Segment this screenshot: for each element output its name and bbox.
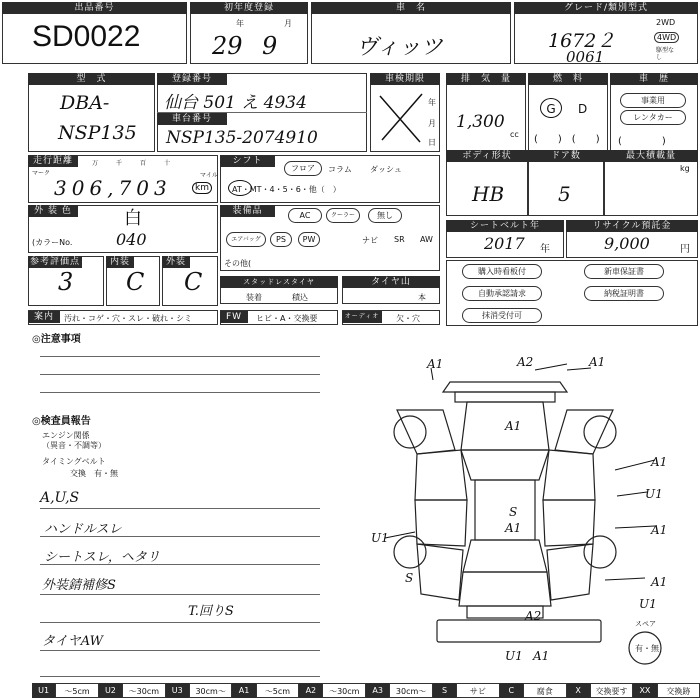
capacity-label: 最大積載量 (604, 150, 698, 162)
mark-hood: A1 (505, 419, 522, 433)
mileage-value: 306,703 (54, 176, 172, 200)
studless-loaded: 積込 (292, 293, 308, 302)
mark-front-center: A2 (517, 355, 534, 369)
lot-number-label: 出品番号 (2, 2, 187, 14)
mark-rear-u1: U1 (505, 649, 523, 663)
legend-val-a1: ～5cm (256, 683, 300, 698)
score-value: 3 (58, 268, 74, 296)
legend-key-xx: XX (633, 683, 656, 698)
equipment-label: 装備品 (220, 205, 275, 217)
legend-key-s: S (433, 683, 456, 698)
shift-options: AT・MT・4・5・6・他（ ） (232, 185, 341, 194)
model-type-value: DBA- (60, 92, 110, 114)
legend-key-x: X (567, 683, 590, 698)
shift-at-circle (228, 180, 252, 196)
legend-val-s: サビ (456, 683, 500, 698)
mile-label: マイル (200, 172, 218, 179)
mark-left-rear-s: S (405, 571, 414, 585)
legend-val-a3: 30cm～ (389, 683, 433, 698)
legend-key-a3: A3 (366, 683, 389, 698)
chassis-value: NSP135-2074910 (166, 128, 318, 148)
guide-label: 案内 (28, 311, 60, 323)
engine-label: エンジン関係 (42, 431, 90, 440)
grade-value: 1672２ (548, 30, 616, 52)
inspection-year-unit: 年 (428, 98, 436, 107)
audio-items: 欠・穴 (396, 314, 420, 323)
mark-rear-bumper: A2 (525, 609, 542, 623)
shift-label: シフト (220, 155, 275, 167)
doors-label: ドア数 (528, 150, 604, 162)
legend-key-a1: A1 (232, 683, 255, 698)
guide-items: 汚れ・コゲ・穴・スレ・破れ・シミ (64, 314, 192, 323)
report-title: ◎検査員報告 (32, 416, 91, 427)
year-unit: 年 (236, 19, 244, 28)
tire-unit: 本 (418, 293, 426, 302)
audio-label: オーディオ (342, 311, 382, 323)
mark-right-fender: A1 (651, 455, 668, 469)
drive-4wd: 4WD (654, 32, 679, 43)
report-item-3: シートスレ，ヘタリ (44, 550, 160, 565)
notes-title: ◎注意事項 (32, 334, 81, 345)
mark-right-quarter: U1 (639, 597, 657, 611)
model-name-value: ヴィッツ (356, 35, 443, 60)
drive-none: 駆型なし (656, 47, 675, 61)
chassis-label: 車台番号 (157, 113, 227, 125)
inspection-day-unit: 日 (428, 138, 436, 147)
legend-val-u1: ～5cm (55, 683, 99, 698)
registration-label: 登録番号 (157, 73, 227, 85)
mileage-unit: km (192, 182, 212, 194)
exterior-label: 外装 (162, 256, 190, 268)
legend-key-u1: U1 (32, 683, 55, 698)
inspection-cross-mark (376, 90, 426, 148)
legend-val-a2: ～30cm (322, 683, 366, 698)
report-item-1: A,U,S (40, 490, 80, 506)
equip-cooler: クーラー (326, 208, 360, 223)
report-item-2: ハンドルスレ (44, 522, 122, 537)
color-number-value: 040 (116, 230, 147, 249)
equip-other: その他( (224, 259, 252, 268)
equip-pw: PW (298, 232, 320, 247)
recycle-label: リサイクル預託金 (566, 220, 698, 232)
grade-label: グレード/類別型式 (514, 2, 698, 14)
equip-navi: ナビ (362, 236, 378, 245)
model-name-label: 車 名 (311, 2, 511, 14)
shift-column: コラム (328, 165, 352, 174)
legend-key-u3: U3 (166, 683, 189, 698)
drive-2wd: 2WD (656, 18, 676, 27)
mileage-label: 走行距離 (28, 155, 78, 167)
report-item-5: T.回りS (188, 604, 234, 619)
doc-auto-approval: 自動承認請求 (462, 286, 542, 301)
body-shape-value: HB (472, 182, 505, 206)
color-value: 白 (124, 208, 142, 229)
type-value: 0061 (566, 48, 605, 66)
equip-ps: PS (270, 232, 292, 247)
legend-val-x: 交換要す (590, 683, 634, 698)
doors-value: 5 (558, 182, 571, 206)
interior-value: C (126, 268, 145, 296)
inspection-label: 車検期限 (370, 73, 440, 85)
equip-none: 無し (368, 208, 402, 223)
model-type-value2: NSP135 (58, 122, 137, 144)
mark-roof-a1: A1 (505, 521, 522, 535)
report-item-6: タイヤAW (42, 634, 103, 649)
body-shape-label: ボディ形状 (446, 150, 528, 162)
fuel-label: 燃 料 (528, 73, 608, 85)
studless-mounted: 装着 (246, 293, 262, 302)
mark-right-rear: A1 (651, 575, 668, 589)
shift-dash: ダッシュ (370, 165, 402, 174)
shift-floor: フロア (284, 161, 322, 176)
spare-label: スペア (635, 620, 656, 628)
report-item-4: 外装錆補修S (42, 578, 116, 593)
doc-purchase-sign: 購入時看板付 (462, 264, 542, 279)
capacity-unit: kg (680, 164, 690, 173)
displacement-unit: cc (510, 130, 519, 139)
equip-sr: SR (394, 235, 405, 244)
lot-number-value: SD0022 (32, 20, 141, 53)
damage-legend (32, 683, 700, 698)
displacement-label: 排 気 量 (446, 73, 526, 85)
mark-front-left: A1 (427, 357, 444, 371)
doc-warranty: 新車保証書 (584, 264, 664, 279)
engine-sub: （異音・不調等） (42, 441, 106, 450)
doc-tax-cert: 納税証明書 (584, 286, 664, 301)
vehicle-damage-diagram (355, 350, 700, 680)
recycle-unit: 円 (680, 244, 690, 255)
registration-value: 仙台 501 え 4934 (164, 93, 307, 113)
mark-roof-s: S (509, 505, 518, 519)
seatbelt-label: シートベルト年 (446, 220, 564, 232)
timing-sub: 交換 有・無 (70, 469, 118, 478)
month-unit: 月 (284, 19, 292, 28)
equip-aw: AW (420, 235, 433, 244)
inspection-month-unit: 月 (428, 119, 436, 128)
fw-items: ヒビ・A・交換要 (256, 314, 318, 323)
legend-val-u2: ～30cm (122, 683, 166, 698)
seatbelt-unit: 年 (540, 244, 550, 255)
legend-key-c: C (500, 683, 523, 698)
recycle-value: 9,000 (604, 234, 650, 253)
legend-val-xx: 交換跡 (657, 683, 700, 698)
tire-label: タイヤ山 (342, 276, 440, 288)
history-label: 車 歴 (610, 73, 698, 85)
mark-right-door2: A1 (651, 523, 668, 537)
mark-rear-a1: A1 (533, 649, 550, 663)
color-number-label: (カラーNo. (32, 238, 73, 247)
legend-key-u2: U2 (99, 683, 122, 698)
studless-label: スタッドレスタイヤ (220, 276, 338, 288)
fuel-diesel: D (578, 102, 588, 116)
history-commercial: 事業用 (620, 93, 686, 108)
first-registration-label: 初年度登録 (190, 2, 308, 14)
equip-ac: AC (288, 208, 322, 223)
mark-left-side: U1 (371, 531, 389, 545)
model-type-label: 型 式 (28, 73, 155, 85)
history-rental: レンタカー (620, 110, 686, 125)
legend-val-c: 腐食 (523, 683, 567, 698)
mileage-marker-label: マーク (32, 170, 51, 177)
timing-label: タイミングベルト (42, 457, 106, 466)
equip-airbag: エアバッグ (226, 232, 266, 247)
seatbelt-value: 2017 (484, 234, 525, 253)
mark-front-right: A1 (589, 355, 606, 369)
score-label: 参考評価点 (29, 257, 80, 267)
fuel-gasoline: G (540, 98, 562, 118)
interior-label: 内装 (106, 256, 134, 268)
displacement-value: 1,300 (456, 112, 505, 132)
fw-label: FW (220, 311, 248, 323)
mark-right-door1: U1 (645, 487, 663, 501)
color-label: 外 装 色 (28, 205, 78, 217)
legend-key-a2: A2 (299, 683, 322, 698)
first-reg-month: 9 (262, 32, 278, 60)
legend-val-u3: 30cm～ (189, 683, 233, 698)
doc-deregister: 抹消受付可 (462, 308, 542, 323)
first-reg-year: 29 (212, 32, 243, 60)
exterior-value: C (184, 268, 203, 296)
spare-value: 有・無 (635, 644, 659, 653)
